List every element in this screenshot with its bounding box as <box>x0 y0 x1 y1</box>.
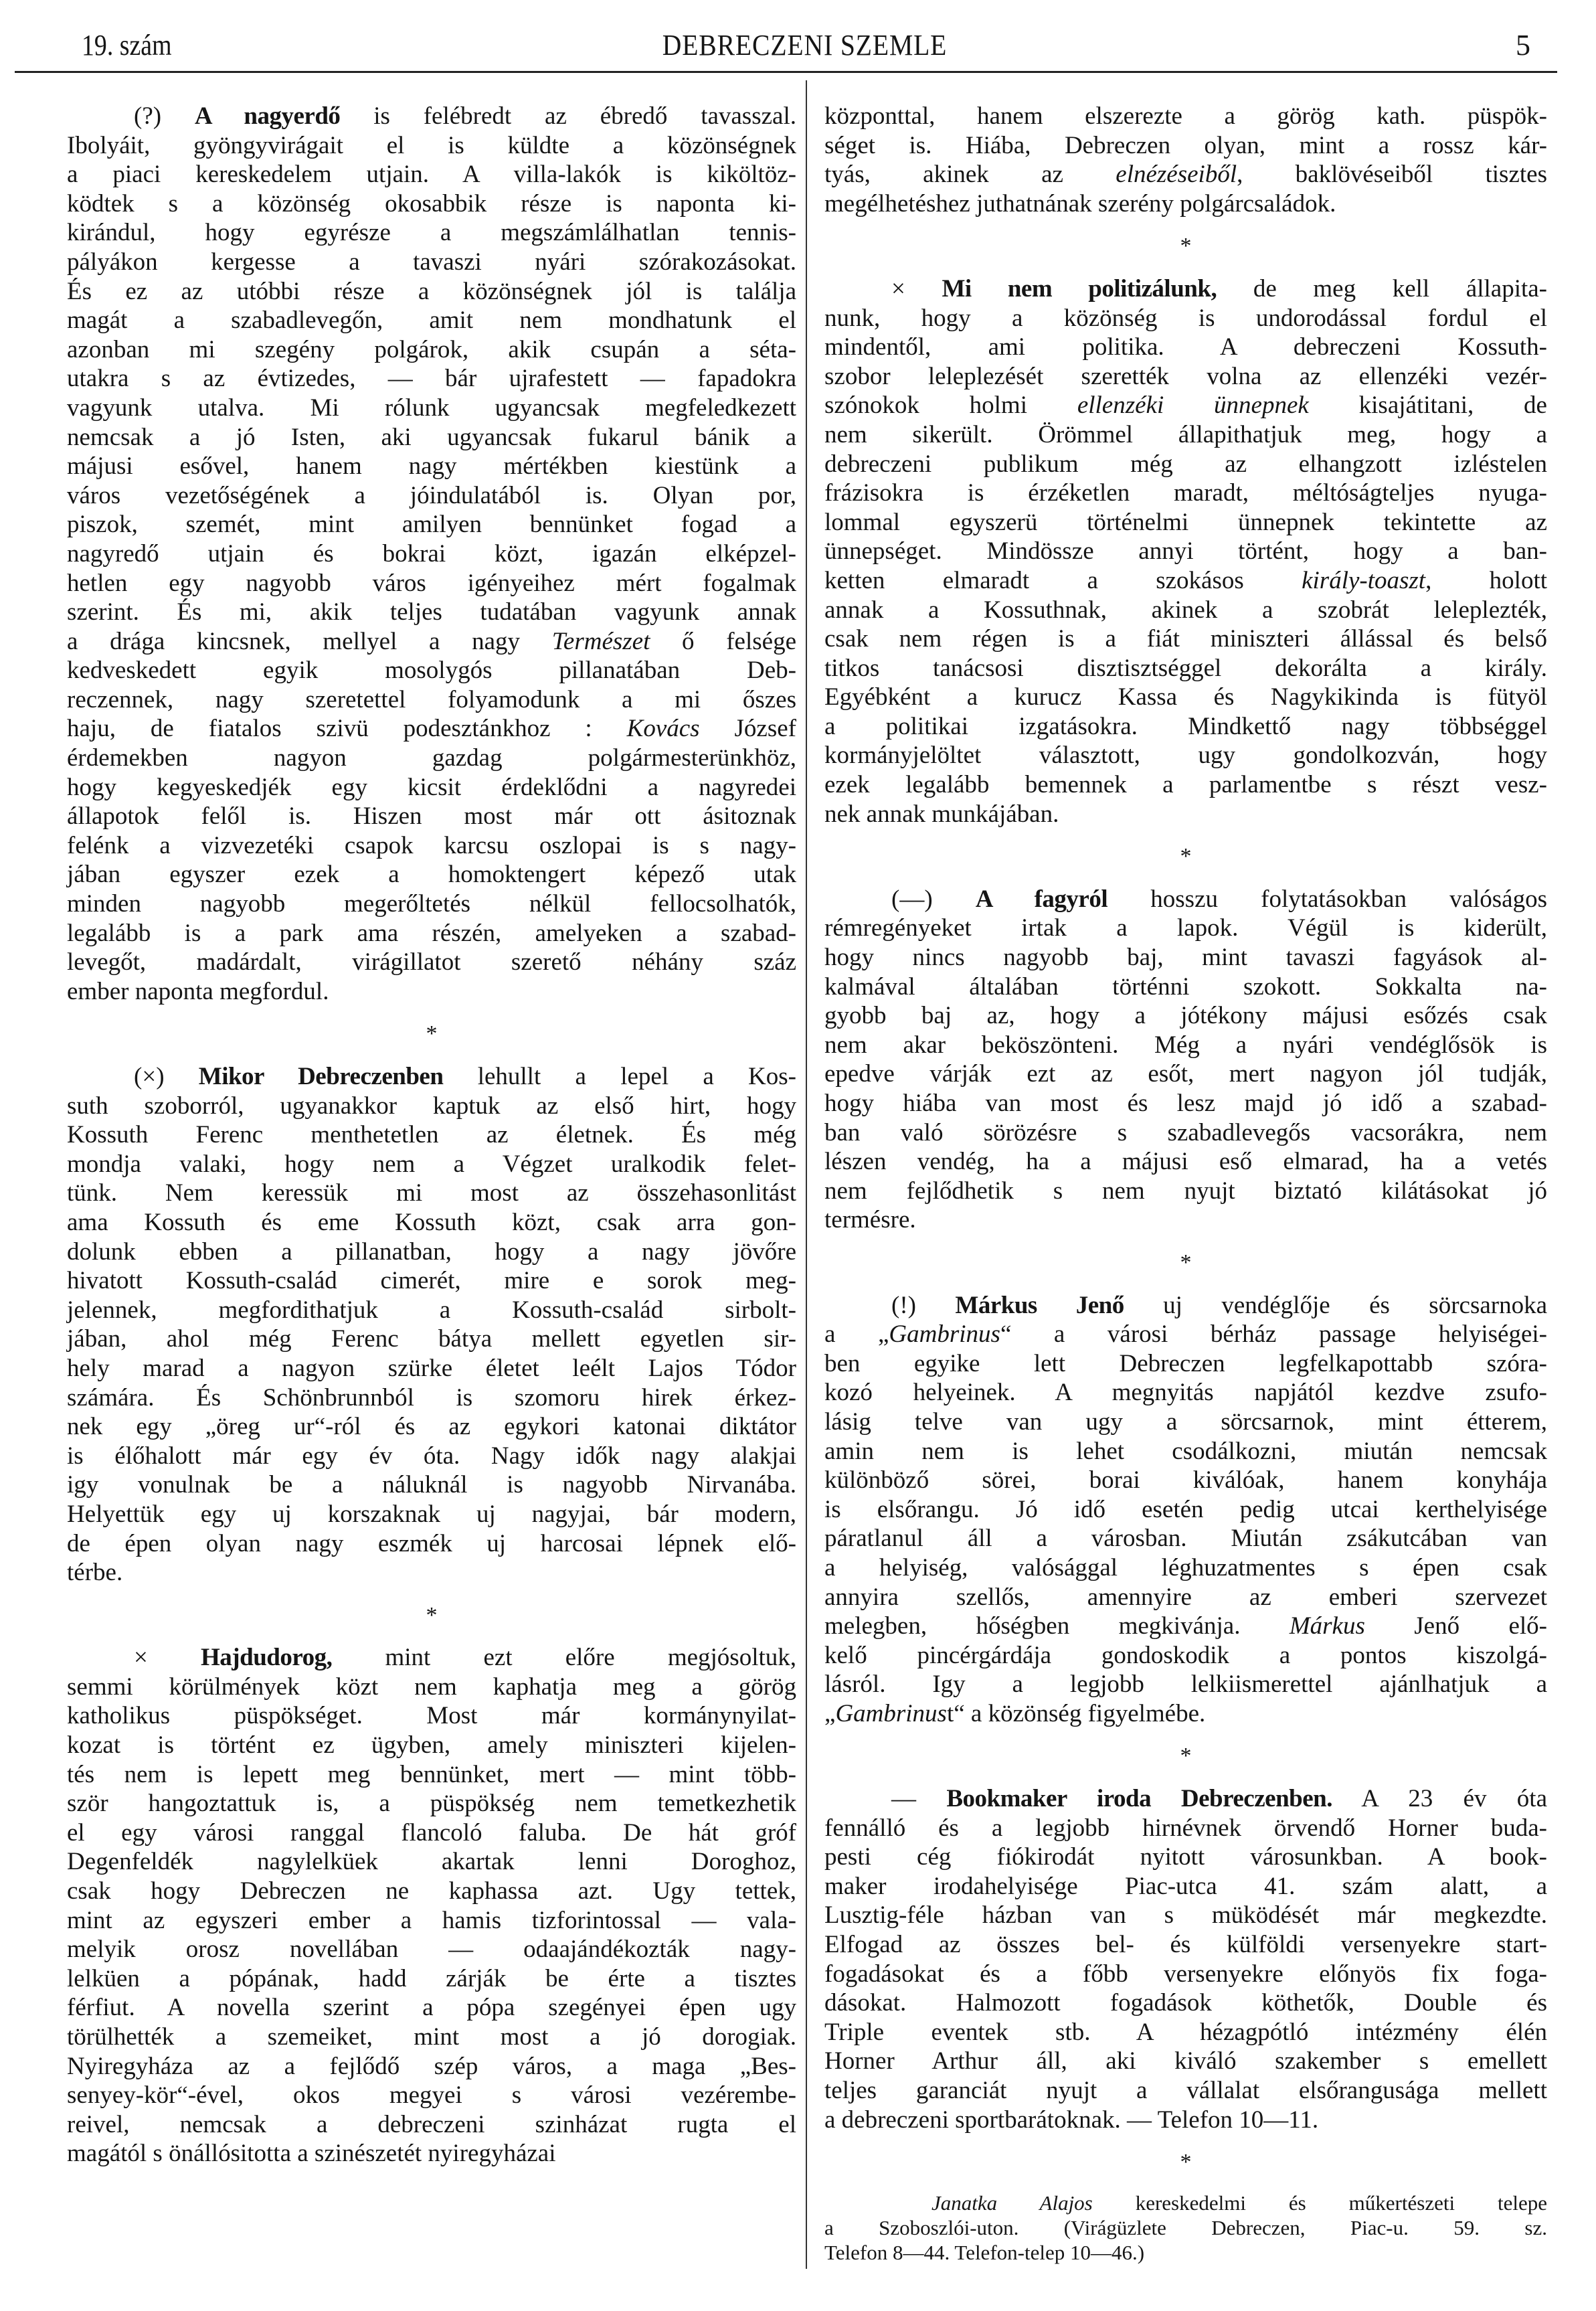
text-line: kozó helyeinek. A megnyitás napjától kezdve zsufo- <box>824 1379 1547 1407</box>
right-column <box>824 102 1547 2265</box>
news-item <box>67 1643 796 2168</box>
text-line: levegőt, madárdalt, virágillatot szerető néhány száz <box>67 948 796 976</box>
text-line: mondja valaki, hogy nem a Végzet uralkodik felet- <box>67 1150 796 1178</box>
text-line: mint az egyszeri ember a hamis tizforintossal — vala- <box>67 1906 796 1934</box>
page-number: 5 <box>1516 29 1530 62</box>
text-line: központtal, hanem elszerezte a görög kath. püspök- <box>824 102 1547 130</box>
text-line: város vezetőségének a jóindulatából is. Olyan por, <box>67 481 796 509</box>
text-line: lelküen a pópának, hadd zárják be érte a tisztes <box>67 1964 796 1992</box>
text-line: annyira szellős, amennyire az emberi szervezet <box>824 1583 1547 1611</box>
text-line: a debreczeni sportbarátoknak. — Telefon 10—11. <box>824 2106 1319 2134</box>
text-line: tünk. Nem keressük mi most az összehasonlitást <box>67 1179 796 1207</box>
text-line: férfiut. A novella szerint a pópa szegényei épen ugy <box>67 1994 796 2022</box>
text-line: nagyredő utjain és bokrai közt, igazán elképzel- <box>67 539 796 568</box>
text-line: (—) A fagyról hosszu folytatásokban valóságos <box>891 885 1547 913</box>
item-headline: Mi nem politizálunk, <box>942 274 1217 303</box>
text-line: Egyébként a kurucz Kassa és Nagykikinda is fütyöl <box>824 683 1547 711</box>
italic-text: elnézéseiből <box>1116 161 1237 189</box>
text-line: el egy városi ranggal flancoló faluba. De hát gróf <box>67 1818 796 1847</box>
text-line: (!) Márkus Jenő uj vendéglője és sörcsarnoka <box>891 1291 1548 1319</box>
text-line: lommal egyszerü történelmi ünnepnek tekintette az <box>824 508 1547 536</box>
text-line: — Bookmaker iroda Debreczenben. A 23 év óta <box>891 1785 1548 1813</box>
text-line: epedve várják ezt az esőt, mert nagyon jól tudják, <box>824 1060 1547 1088</box>
text-line: a helyiség, valósággal léghuzatmentes s épen csak <box>824 1553 1547 1581</box>
section-separator: * <box>1180 1250 1192 1275</box>
text-line: legalább is a park ama részén, amelyeken a szabad- <box>67 919 796 947</box>
text-line: ször hangoztattuk is, a püspökség nem temetkezhetik <box>67 1790 796 1818</box>
item-headline: Márkus Jenő <box>955 1291 1124 1319</box>
text-line: melegben, hőségben megkivánja. Márkus Jenő elő- <box>824 1612 1547 1640</box>
text-line: szónokok holmi ellenzéki ünnepnek kisajátitani, de <box>824 392 1547 420</box>
text-line: suth szoborról, ugyanakkor kaptuk az első hirt, hogy <box>67 1092 796 1120</box>
text-line: állapotok felől is. Hiszen most már ott ásitoznak <box>67 802 796 831</box>
item-marker: × <box>134 1644 201 1672</box>
text-line: ama Kossuth és eme Kossuth közt, csak arra gon- <box>67 1208 796 1236</box>
page-header <box>67 25 1542 66</box>
text-line: a Szoboszlói-uton. (Virágüzlete Debreczen, Piac-u. 59. sz. <box>824 2215 1547 2239</box>
text-line: Degenfeldék nagylelküek akartak lenni Doroghoz, <box>67 1848 796 1876</box>
text-line: reczennek, nagy szeretettel folyamodunk a mi őszes <box>67 685 796 713</box>
news-item <box>824 2191 1547 2265</box>
text-line: Triple eventek stb. A hézagpótló intézmény élén <box>824 2018 1547 2046</box>
column-divider <box>806 80 807 2269</box>
text-line: kalmával általában történni szokott. Sokkalta na- <box>824 972 1547 1001</box>
text-line: jelennek, megfordithatjuk a Kossuth-család sirbolt- <box>67 1296 796 1324</box>
text-line: nek annak munkájában. <box>824 800 1059 828</box>
text-line: ben egyike lett Debreczen legfelkapottabb szóra- <box>824 1349 1547 1377</box>
text-line: magától s önállósitotta a szinészetét nyiregyházai <box>67 2140 556 2168</box>
text-line: (?) A nagyerdő is felébredt az ébredő tavasszal. <box>134 102 796 130</box>
text-line: pályákon kergesse a tavaszi nyári szórakozásokat. <box>67 248 796 276</box>
text-line: rémregényeket irtak a lapok. Végül is kiderült, <box>824 914 1547 942</box>
text-line: is elsőrangu. Jó idő esetén pedig utcai kerthelyisége <box>824 1495 1547 1523</box>
news-item <box>67 102 796 1006</box>
text-line: mindentől, ami politika. A debreczeni Kossuth- <box>824 333 1547 361</box>
item-marker: (×) <box>134 1063 199 1090</box>
text-line: májusi esővel, hanem nagy mértékben kiestünk a <box>67 452 796 481</box>
section-separator: * <box>426 1021 438 1047</box>
left-column <box>67 102 796 2168</box>
text-line: tés nem is lepett meg bennünket, mert — mint több- <box>67 1760 796 1788</box>
text-line: senyey-kör“-ével, okos megyei s városi vezérembe- <box>67 2081 796 2110</box>
text-line: ketten elmaradt a szokásos király-toaszt, holott <box>824 566 1548 594</box>
text-line: törülhették a szemeiket, mint most a jó dorogiak. <box>67 2023 796 2051</box>
text-line: lásig telve van ugy a sörcsarnok, mint étterem, <box>824 1407 1547 1436</box>
text-line: a drága kincsnek, mellyel a nagy Természet ő felsége <box>67 627 796 655</box>
text-line: debreczeni publikum még az elhangzott izléstelen <box>824 450 1547 478</box>
text-line: jában, ahol még Ferenc bátya mellett egyetlen sir- <box>67 1325 796 1353</box>
text-line: teljes garanciát nyujt a vállalat elsőrangusága mellett <box>824 2077 1547 2104</box>
item-headline: A nagyerdő <box>194 102 341 130</box>
text-line: piszok, szemét, mint amilyen bennünket fogad a <box>67 511 796 539</box>
text-line: gyobb baj az, hogy a jótékony májusi esőzés csak <box>824 1002 1547 1030</box>
section-separator: * <box>1180 2150 1192 2175</box>
news-item <box>67 1062 796 1588</box>
item-headline: Hajdudorog, <box>201 1644 333 1672</box>
text-line: a „Gambrinus“ a városi bérház passage helyiségei- <box>824 1320 1547 1349</box>
text-line: hogy hiába van most és lesz majd jó idő a szabad- <box>824 1090 1547 1117</box>
issue-number: 19. szám <box>82 29 172 62</box>
text-line: kirándul, hogy egyrésze a megszámlálhatlan tennis- <box>67 219 796 247</box>
item-marker: (—) <box>891 885 976 913</box>
text-line: jában egyszer ezek a homoktengert képező utak <box>67 861 796 889</box>
text-line: kelő pincérgárdája gondoskodik a pontos kiszolgá- <box>824 1641 1547 1669</box>
text-line: hogy nincs nagyobb baj, mint tavaszi fagyások al- <box>824 944 1547 972</box>
item-headline: Bookmaker iroda Debreczenben. <box>946 1785 1332 1813</box>
italic-text: Kovács <box>626 715 700 743</box>
item-marker: — <box>891 1785 947 1813</box>
text-line: kedveskedett egyik mosolygós pillanatában Deb- <box>67 657 796 685</box>
text-line: nem fejlődhetik s nem nyujt biztató kilátásokat jó <box>824 1177 1547 1205</box>
item-marker: (?) <box>134 102 195 130</box>
item-headline: Janatka Alajos <box>932 2191 1093 2215</box>
text-line: dolunk ebben a pillanatban, hogy a nagy jövőre <box>67 1237 796 1266</box>
text-line: dásokat. Halmozott fogadások köthetők, Double és <box>824 1989 1547 2017</box>
text-line: csak hogy Debreczen ne kaphassa azt. Ugy tettek, <box>67 1877 796 1905</box>
italic-text: ellenzéki ünnepnek <box>1077 392 1309 420</box>
text-line: lészen vendég, ha a májusi eső elmarad, ha a vetés <box>824 1148 1547 1176</box>
section-separator: * <box>1180 234 1192 259</box>
news-item <box>824 1291 1547 1729</box>
text-line: Kossuth Ferenc menthetetlen az életnek. És még <box>67 1121 796 1149</box>
text-line: magát a szabadlevegőn, amit nem mondhatunk el <box>67 307 796 335</box>
text-line: nem akar beköszönteni. Még a nyári vendéglősök is <box>824 1031 1547 1059</box>
text-line: termésre. <box>824 1206 916 1234</box>
italic-text: király-toaszt <box>1302 566 1426 594</box>
text-line: nemcsak a jó Isten, aki ugyancsak fukarul bánik a <box>67 423 796 451</box>
text-line: Lusztig-féle házban van s müködését már megkezdte. <box>824 1901 1547 1930</box>
text-line: maker irodahelyisége Piac-utca 41. szám alatt, a <box>824 1872 1547 1900</box>
text-line: fogadásokat és a főbb versenyekre előnyös fix foga- <box>824 1960 1547 1988</box>
text-line: (×) Mikor Debreczenben lehullt a lepel a Kos- <box>134 1063 796 1090</box>
section-separator: * <box>1180 1743 1192 1769</box>
text-line: frázisokra is érzéketlen maradt, méltóságteljes nyuga- <box>824 479 1547 507</box>
text-line: ünnepséget. Mindössze annyi történt, hogy a ban- <box>824 537 1547 566</box>
text-line: hivatott Kossuth-család cimerét, mire e sorok meg- <box>67 1267 796 1295</box>
text-line: annak a Kossuthnak, akinek a szobrát leleplezték, <box>824 596 1547 624</box>
text-line: csak nem régen is a fiát miniszteri állással és belső <box>824 625 1547 653</box>
text-line: lásról. Igy a legjobb lelkiismerettel ajánlhatjuk a <box>824 1671 1547 1699</box>
text-line: páratlanul áll a városban. Miután zsákutcában van <box>824 1525 1547 1553</box>
text-line: de épen olyan nagy eszmék uj harcosai lépnek elő- <box>67 1529 796 1557</box>
text-line: megélhetéshez juthatnának szerény polgárcsaládok. <box>824 189 1336 218</box>
text-line: Janatka Alajos kereskedelmi és műkertészeti telepe <box>932 2191 1548 2215</box>
item-marker: × <box>891 274 942 303</box>
text-line: Nyiregyháza az a fejlődő szép város, a maga „Bes- <box>67 2052 796 2080</box>
text-line: kormányjelöltet választott, ugy gondolkozván, hogy <box>824 742 1547 770</box>
text-line: Helyettük egy uj korszaknak uj nagyjai, bár modern, <box>67 1500 796 1528</box>
text-line: nem sikerült. Örömmel állapithatjuk meg, hogy a <box>824 420 1547 448</box>
text-line: is élőhalott már egy év óta. Nagy idők nagy alakjai <box>67 1442 796 1470</box>
italic-text: Természet <box>551 627 650 655</box>
text-line: felénk a vizvezetéki csapok karcsu oszlopai is s nagy- <box>67 831 796 859</box>
item-marker: (!) <box>891 1291 956 1319</box>
text-line: a politikai izgatásokra. Mindkettő nagy többséggel <box>824 712 1547 740</box>
text-line: Ibolyáit, gyöngyvirágait el is küldte a közönségnek <box>67 131 796 159</box>
text-line: Telefon 8—44. Telefon-telep 10—46.) <box>824 2240 1145 2264</box>
item-headline: Mikor Debreczenben <box>198 1063 444 1090</box>
text-line: nek egy „öreg ur“-ról és az egykori katonai diktátor <box>67 1413 796 1441</box>
text-line: tyás, akinek az elnézéseiből, baklövéseiből tisztes <box>824 161 1547 189</box>
item-headline: A fagyról <box>975 885 1108 913</box>
text-line: ezek legalább bemennek a parlamentbe s részt vesz- <box>824 771 1547 799</box>
news-item <box>824 274 1547 829</box>
text-line: utakra s az évtizedes, — bár ujrafestett — fapadokra <box>67 365 796 393</box>
text-line: hogy kegyeskedjék egy kicsit érdeklődni a nagyredei <box>67 773 796 801</box>
text-line: × Mi nem politizálunk, de meg kell állapita- <box>891 274 1548 303</box>
text-line: ban való sörözésre s szabadlevegős vacsorákra, nem <box>824 1118 1547 1146</box>
text-line: semmi körülmények közt nem kaphatja meg a görög <box>67 1673 796 1701</box>
text-line: × Hajdudorog, mint ezt előre megjósoltuk, <box>134 1644 797 1672</box>
text-line: amin nem is lehet csodálkozni, miután nemcsak <box>824 1437 1547 1465</box>
text-line: minden nagyobb megerőltetés nélkül fellocsolhatók, <box>67 890 796 918</box>
news-item <box>824 1784 1547 2134</box>
text-line: kozat is történt ez ügyben, amely miniszteri kijelen- <box>67 1731 796 1760</box>
text-line: nunk, hogy a közönség is undorodással fordul el <box>824 304 1547 332</box>
section-separator: * <box>1180 844 1192 869</box>
text-line: ember naponta megfordul. <box>67 977 329 1005</box>
header-rule <box>15 71 1557 73</box>
text-line: hely marad a nagyon szürke életet leélt Lajos Tódor <box>67 1354 796 1382</box>
text-line: térbe. <box>67 1559 123 1587</box>
text-line: igy vonulnak be a náluknál is nagyobb Nirvanába. <box>67 1471 796 1499</box>
text-line: séget is. Hiába, Debreczen olyan, mint a rossz kár- <box>824 131 1547 159</box>
text-line: különböző sörei, borai kiválóak, hanem konyhája <box>824 1466 1547 1494</box>
text-line: titkos tanácsosi disztisztséggel dekorálta a király. <box>824 654 1547 682</box>
text-line: szobor leleplezését szerették volna az ellenzéki vezér- <box>824 362 1547 390</box>
newspaper-title: DEBRECZENI SZEMLE <box>662 29 948 62</box>
text-line: reivel, nemcsak a debreczeni szinházat rugta el <box>67 2110 796 2138</box>
text-line: És ez az utóbbi része a közönségnek jól is találja <box>67 277 796 305</box>
text-line: pesti cég fiókirodát nyitott városunkban. A book- <box>824 1843 1547 1871</box>
text-line: ködtek s a közönség okosabbik része is naponta ki- <box>67 189 796 218</box>
text-line: érdemekben nagyon gazdag polgármesterünkhöz, <box>67 744 796 772</box>
text-line: haju, de fiatalos szivü podesztánkhoz : Kovács József <box>67 715 796 743</box>
text-line: vagyunk utalva. Mi rólunk ugyancsak megfeledkezett <box>67 394 796 422</box>
text-line: Elfogad az összes bel- és külföldi versenyekre start- <box>824 1931 1547 1959</box>
text-line: melyik orosz novellában — odaajándékozták nagy- <box>67 1936 796 1964</box>
text-line: számára. És Schönbrunnból is szomoru hirek érkez- <box>67 1383 796 1411</box>
text-line: fennálló és a legjobb hirnévnek örvendő Horner buda- <box>824 1814 1547 1842</box>
text-line: azonban mi szegény polgárok, akik csupán a séta- <box>67 335 796 363</box>
text-line: Horner Arthur áll, aki kiváló szakember s emellett <box>824 2047 1547 2075</box>
text-line: szerint. És mi, akik teljes tudatában vagyunk annak <box>67 598 796 626</box>
italic-text: Gambrinus <box>835 1699 947 1727</box>
news-item <box>824 885 1547 1235</box>
italic-text: Márkus <box>1289 1612 1365 1640</box>
text-line: hetlen egy nagyobb város igényeihez mért fogalmak <box>67 569 796 597</box>
text-line: katholikus püspökséget. Most már kormánynyilat- <box>67 1702 796 1730</box>
text-line: a piaci kereskedelem utjain. A villa-lakók is kiköltöz- <box>67 161 796 189</box>
italic-text: Gambrinus <box>889 1320 1000 1349</box>
text-line: „Gambrinust“ a közönség figyelmébe. <box>824 1699 1206 1727</box>
section-separator: * <box>426 1602 438 1628</box>
